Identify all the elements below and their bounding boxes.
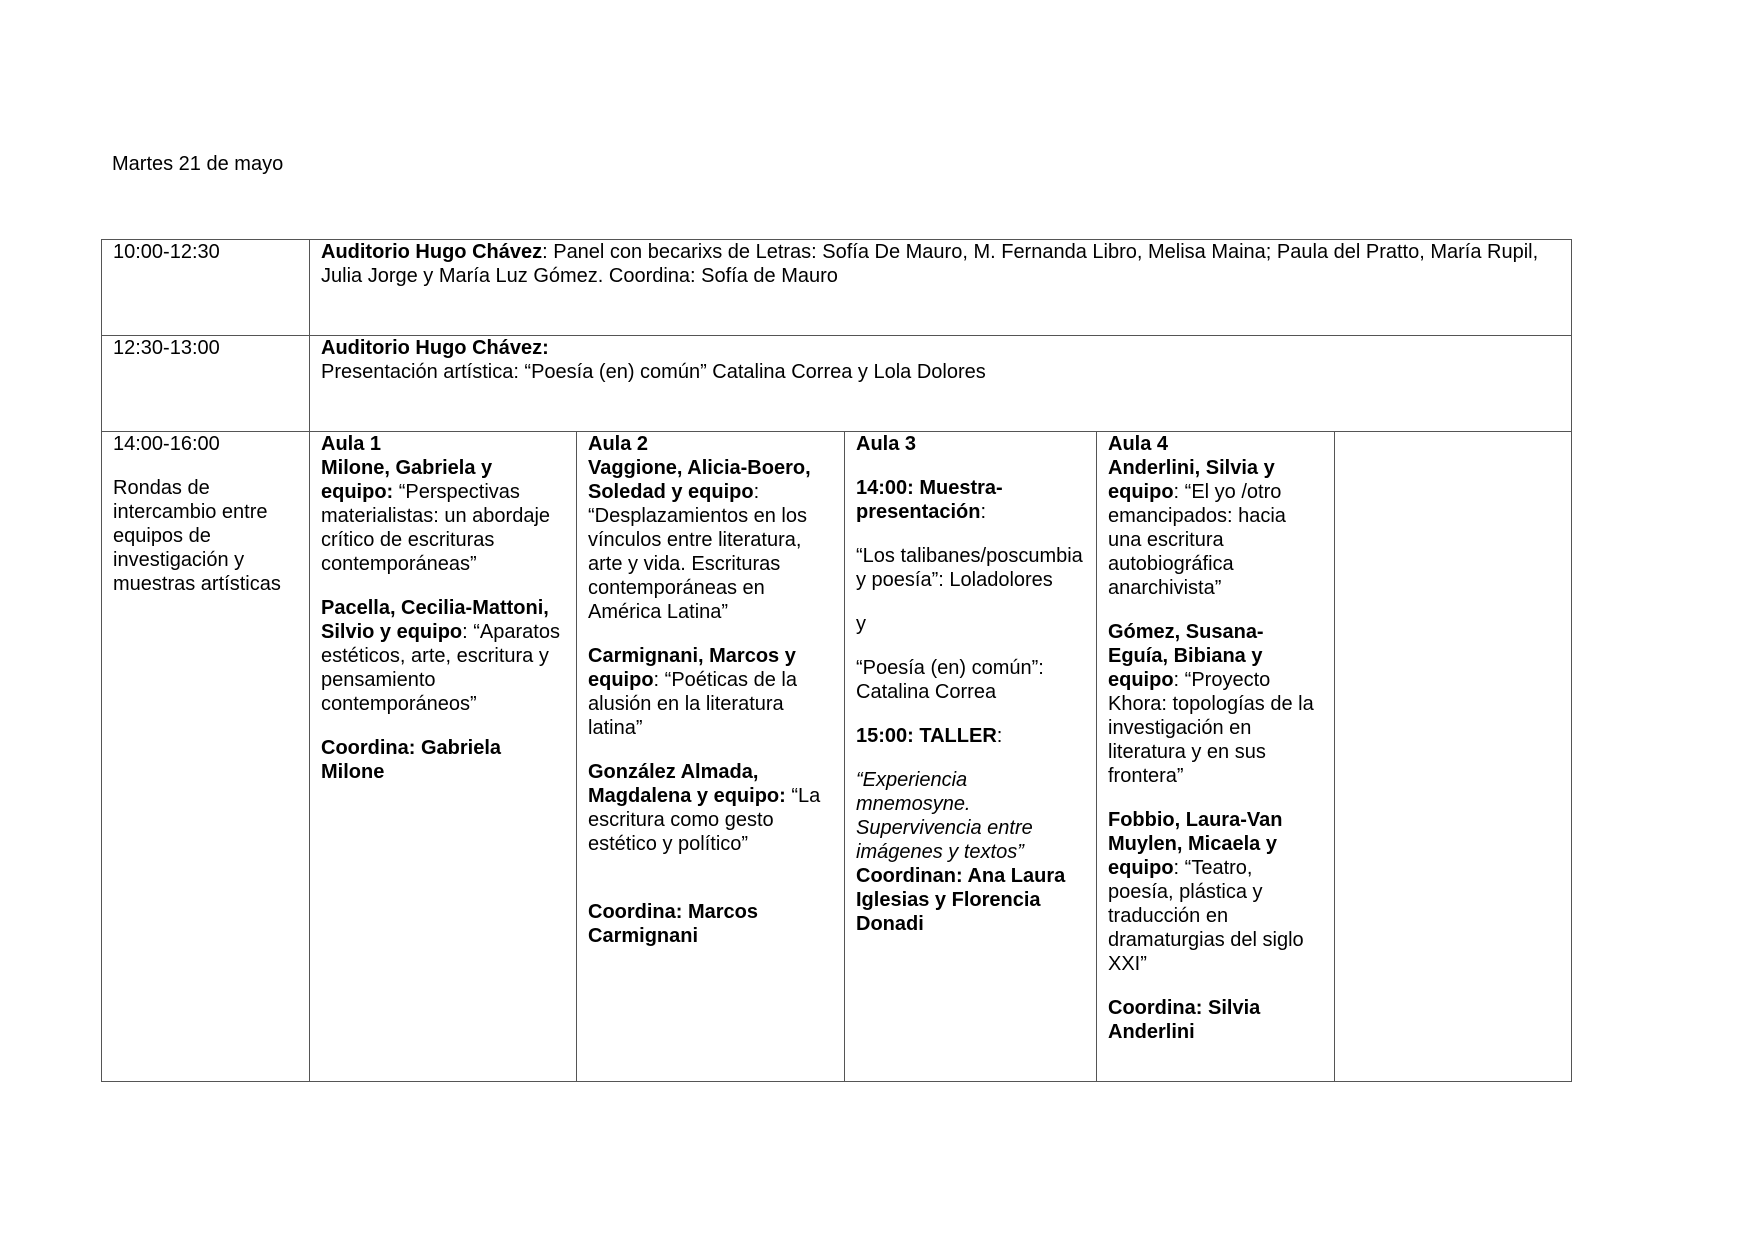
aula-4-cell: Aula 4 Anderlini, Silvia y equipo: “El yo /otro emancipados: hacia una escritura autobiográfica anarchivista” Gómez, Susana-Eguía, Bibiana y equipo: “Proyecto Khora: topologías de la investigación en literatura y en sus frontera” Fobbio, Laura-Van Muylen, Micaela y equipo: “Teatro, poesía, plástica y traducción en dramaturgias del siglo XXI” Coordina: Silvia Anderlini	[1097, 432, 1335, 1082]
table-row	[102, 336, 1572, 432]
event-text: Presentación artística: “Poesía (en) común” Catalina Correa y Lola Dolores	[321, 361, 986, 383]
venue-label: Auditorio Hugo Chávez:	[321, 337, 549, 359]
aula-title: Aula 3	[856, 433, 917, 455]
empty-cell	[1335, 432, 1572, 1082]
event-text: : Panel con becarixs de Letras: Sofía De Mauro, M. Fernanda Libro, Melisa Maina; Paula del Pratto, María Rupil, Julia Jorge y María Luz Gómez. Coordina: Sofía de Mauro	[321, 241, 1539, 287]
time-cell: 12:30-13:00	[102, 336, 310, 432]
table-row	[102, 240, 1572, 336]
aula-3-cell: Aula 3 14:00: Muestra-presentación: “Los talibanes/poscumbia y poesía”: Loladolores y “Poesía (en) común”: Catalina Correa 15:00: TALLER: “Experiencia mnemosyne. Supervivencia entre imágenes y textos” Coordinan: Ana Laura Iglesias y Florencia Donadi	[845, 432, 1097, 1082]
coordinator: Coordina: Marcos Carmignani	[588, 901, 759, 947]
time-cell: 14:00-16:00 Rondas de intercambio entre equipos de investigación y muestras artísticas	[102, 432, 310, 1082]
coordinator: Coordina: Gabriela Milone	[321, 737, 502, 783]
workshop-title: “Experiencia mnemosyne. Supervivencia entre imágenes y textos”	[856, 769, 1033, 863]
coordinator: Coordina: Silvia Anderlini	[1108, 997, 1261, 1043]
schedule-table	[101, 239, 1572, 1082]
page-date: Martes 21 de mayo	[112, 153, 284, 175]
aula-title: Aula 4	[1108, 433, 1169, 455]
aula-1-cell: Aula 1 Milone, Gabriela y equipo: “Perspectivas materialistas: un abordaje crítico de escrituras contemporáneas” Pacella, Cecilia-Mattoni, Silvio y equipo: “Aparatos estéticos, arte, escritura y pensamiento contemporáneos” Coordina: Gabriela Milone	[310, 432, 577, 1082]
aula-title: Aula 2	[588, 433, 649, 455]
event-cell	[310, 240, 1572, 336]
session-description: Rondas de intercambio entre equipos de investigación y muestras artísticas	[113, 477, 281, 595]
time-cell: 10:00-12:30	[102, 240, 310, 336]
coordinator: Coordinan: Ana Laura Iglesias y Florencia Donadi	[856, 865, 1066, 935]
aula-title: Aula 1	[321, 433, 382, 455]
venue-label: Auditorio Hugo Chávez	[321, 241, 543, 263]
table-row	[102, 432, 1572, 1082]
event-cell	[310, 336, 1572, 432]
aula-2-cell: Aula 2 Vaggione, Alicia-Boero, Soledad y equipo: “Desplazamientos en los vínculos entre literatura, arte y vida. Escrituras contemporáneas en América Latina” Carmignani, Marcos y equipo: “Poéticas de la alusión en la literatura latina” González Almada, Magdalena y equipo: “La escritura como gesto estético y político” Coordina: Marcos Carmignani	[577, 432, 845, 1082]
